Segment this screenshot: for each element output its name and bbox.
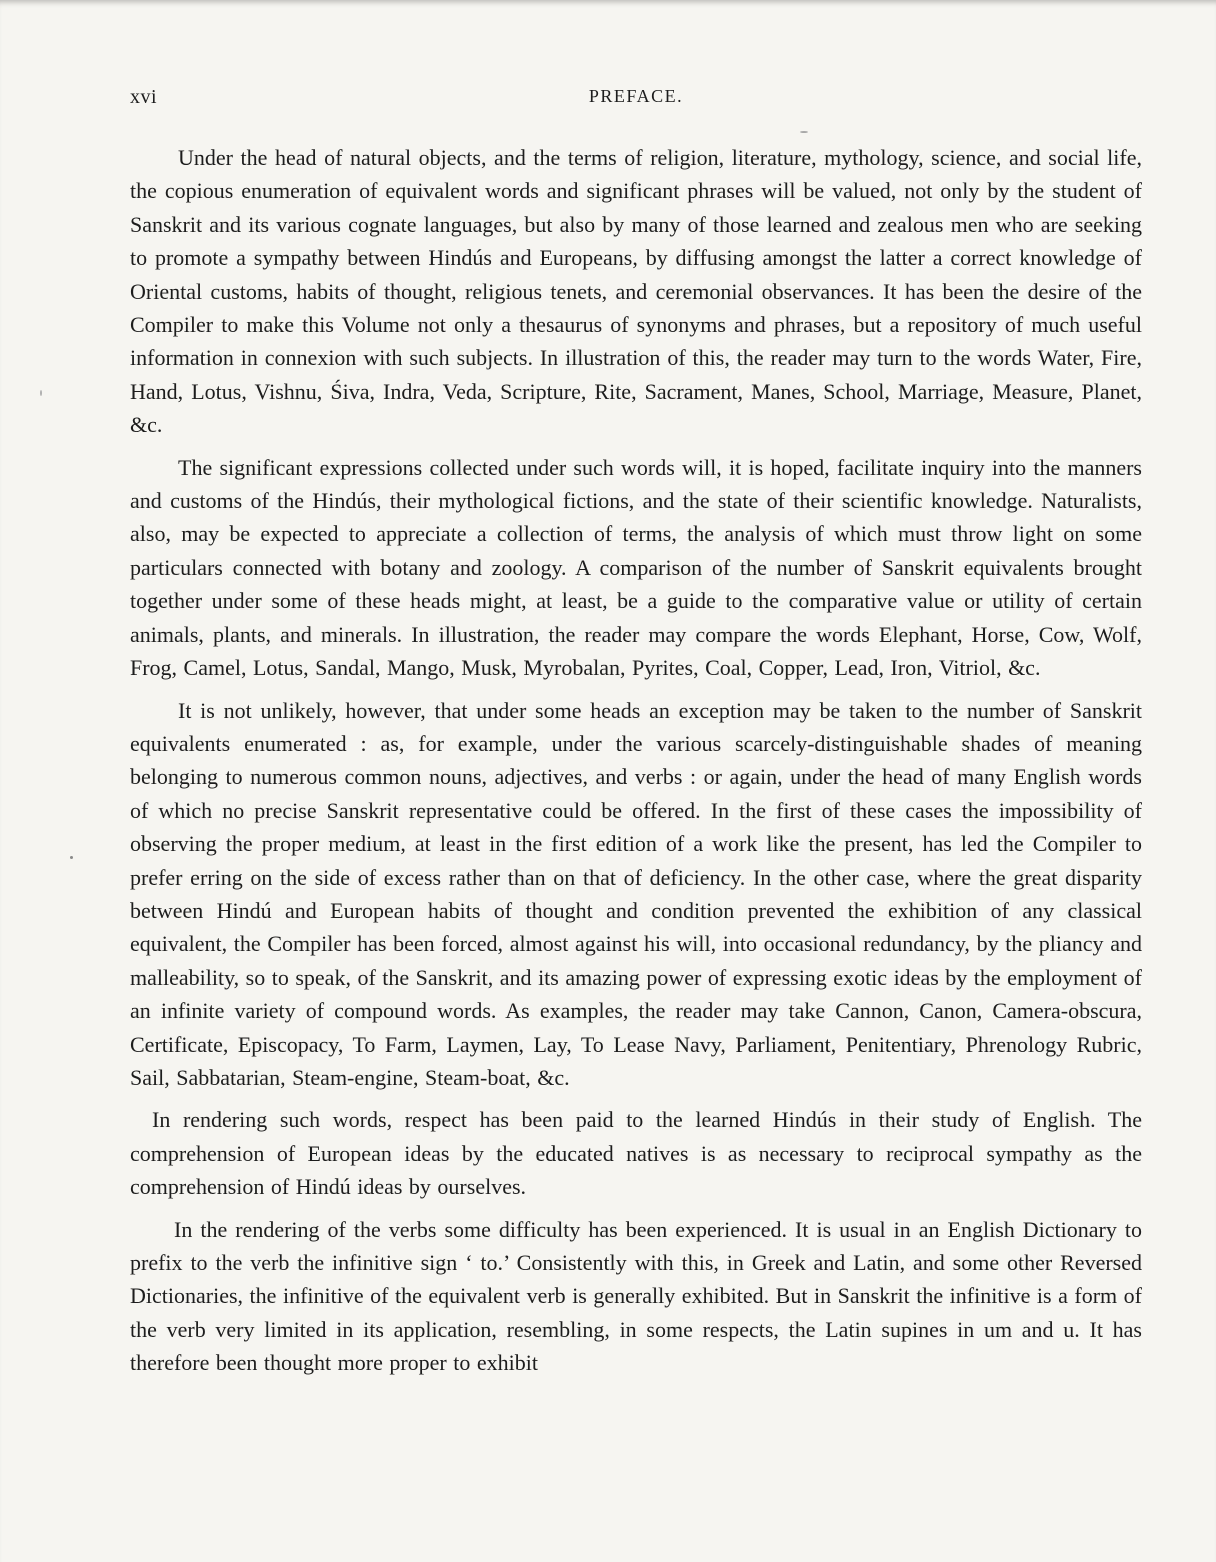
paragraph-3: It is not unlikely, however, that under some heads an exception may be taken to the number of Sanskrit equivalents enumerated : as, for example, under the various scarcely-distinguishable shades of meaning belonging to numerous common nouns, adjectives, and verbs : or again, under the head of many English words of which no precise Sanskrit representative could be offered. In the first of these cases the impossibility of observing the proper medium, at least in the first edition of a work like the present, has led the Compiler to prefer erring on the side of excess rather than on that of deficiency. In the other case, where the great disparity between Hindú and European habits of thought and condition prevented the exhibition of any classical equivalent, the Compiler has been forced, almost against his will, into occasional redundancy, by the pliancy and malleability, so to speak, of the Sanskrit, and its amazing power of expressing exotic ideas by the employment of an infinite variety of compound words. As examples, the reader may take Cannon, Canon, Camera-obscura, Certificate, Episcopacy, To Farm, Laymen, Lay, To Lease Navy, Parliament, Penitentiary, Phrenology Rubric, Sail, Sabbatarian, Steam-engine, Steam-boat, &c. <box>130 697 1142 1090</box>
running-head <box>130 86 1142 114</box>
paragraph-4: In rendering such words, respect has been paid to the learned Hindús in their study of English. The comprehension of European ideas by the educated natives is as necessary to reciprocal sympathy as the comprehension of Hindú ideas by ourselves. <box>130 1107 1142 1200</box>
page-number: xvi <box>130 86 158 108</box>
paragraph-2: The significant expressions collected under such words will, it is hoped, facilitate inquiry into the manners and customs of the Hindús, their mythological fictions, and the state of their scientific knowledge. Naturalists, also, may be expected to appreciate a collection of terms, the analysis of which must throw light on some particulars connected with botany and zoology. A comparison of the number of Sanskrit equivalents brought together under some of these heads might, at least, be a guide to the comparative value or utility of certain animals, plants, and minerals. In illustration, the reader may compare the words Elephant, Horse, Cow, Wolf, Frog, Camel, Lotus, Sandal, Mango, Musk, Myrobalan, Pyrites, Coal, Copper, Lead, Iron, Vitriol, &c. <box>130 454 1142 681</box>
paper-speck <box>70 856 73 859</box>
body-text <box>130 141 1142 1380</box>
paper-speck <box>800 131 808 133</box>
paragraph-1: Under the head of natural objects, and the terms of religion, literature, mythology, science, and social life, the copious enumeration of equivalent words and significant phrases will be valued, not only by the student of Sanskrit and its various cognate languages, but also by many of those learned and zealous men who are seeking to promote a sympathy between Hindús and Europeans, by diffusing amongst the latter a correct knowledge of Oriental customs, habits of thought, religious tenets, and ceremonial observances. It has been the desire of the Compiler to make this Volume not only a thesaurus of synonyms and phrases, but a repository of much useful information in connexion with such subjects. In illustration of this, the reader may turn to the words Water, Fire, Hand, Lotus, Vishnu, Śiva, Indra, Veda, Scripture, Rite, Sacrament, Manes, School, Marriage, Measure, Planet, &c. <box>130 145 1142 438</box>
paper-speck <box>40 390 42 396</box>
paragraph-5: In the rendering of the verbs some difficulty has been experienced. It is usual in an English Dictionary to prefix to the verb the infinitive sign ‘ to.’ Consistently with this, in Greek and Latin, and some other Reversed Dictionaries, the infinitive of the equivalent verb is generally exhibited. But in Sanskrit the infinitive is a form of the verb very limited in its application, resembling, in some respects, the Latin supines in um and u. It has therefore been thought more proper to exhibit <box>130 1216 1142 1376</box>
running-title: PREFACE. <box>588 86 684 106</box>
